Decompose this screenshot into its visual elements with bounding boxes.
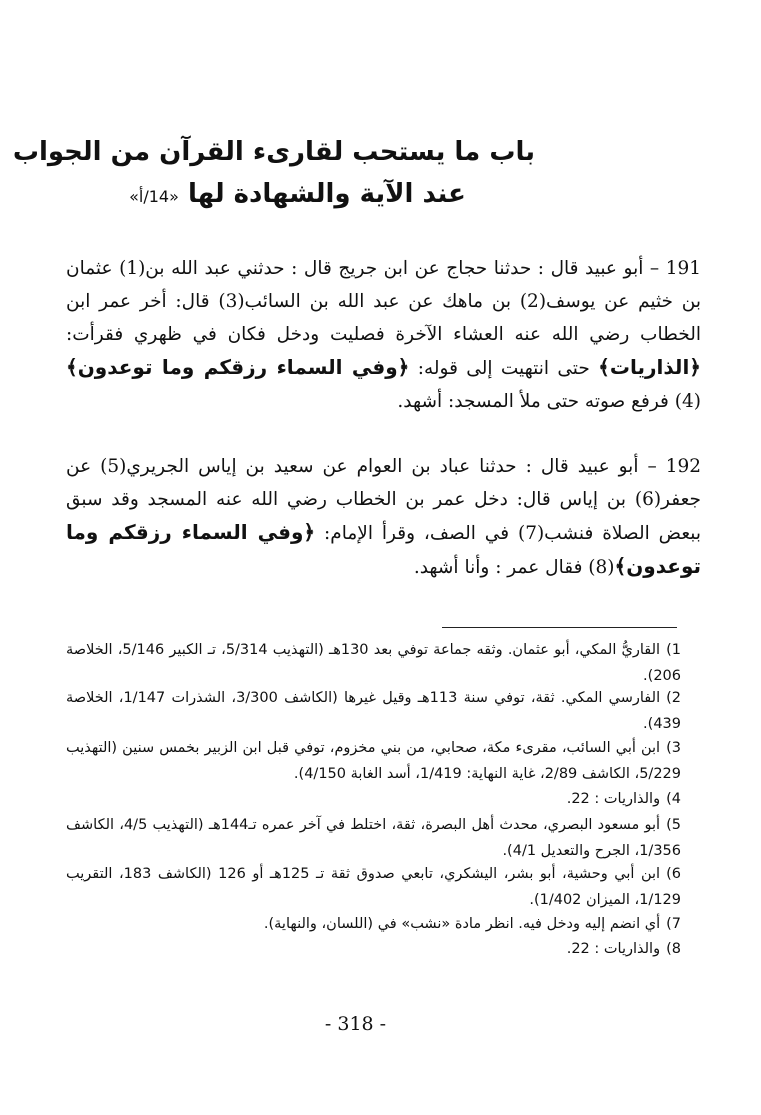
chapter-subtitle-text: عند الآية والشهادة لها: [187, 179, 466, 209]
footnote-text: والذاريات : 22.: [566, 941, 661, 957]
footnote-text: أبو مسعود البصري، محدث أهل البصرة، ثقة، اختلط في آخر عمره تـ144هـ (التهذيب 4/5، الكاشف 1/356، الجرح والتعديل 4/1).: [66, 817, 681, 859]
footnote-5: [66, 812, 681, 864]
quran-quote-verse: ﴿وفي السماء رزقكم وما توعدون﴾: [66, 520, 701, 578]
footnote-7: [66, 911, 681, 937]
footnote-number: 2): [666, 690, 681, 706]
footnote-1: [66, 637, 681, 689]
footnote-3: [66, 735, 681, 787]
footnote-text: ابن أبي وحشية، أبو بشر، اليشكري، تابعي صدوق ثقة تـ 125هـ أو 126 (الكاشف 183، التقريب 1/129، الميزان 1/402).: [66, 866, 681, 908]
page-number: - 318 -: [324, 1013, 387, 1035]
quran-quote-surah-name: ﴿الذاريات﴾: [598, 355, 702, 379]
hadith-192-text-part1: 192 – أبو عبيد قال : حدثنا عباد بن العوام عن سعيد بن إياس الجريري(5) عن جعفر(6) بن إياس قال: دخل عمر بن الخطاب رضي الله عنه المسجد وقد سبق ببعض الصلاة فنشب(7) في الصف، وقرأ الإمام:: [66, 456, 701, 544]
hadith-191-paragraph: [66, 252, 747, 418]
footnote-text: والذاريات : 22.: [566, 791, 661, 807]
footnote-text: ابن أبي السائب، مقرىء مكة، صحابي، من بني مخزوم، توفي قبل ابن الزبير بخمس سنين (التهذيب 5/229، الكاشف 2/89، غاية النهاية: 1/419، أسد الغابة 4/150).: [66, 740, 681, 782]
footnote-number: 4): [666, 791, 681, 807]
hadith-191-text-part2: حتى انتهيت إلى قوله:: [409, 358, 599, 379]
footnote-4: [66, 786, 681, 812]
footnote-number: 5): [666, 817, 681, 833]
footnote-number: 3): [666, 740, 681, 756]
manuscript-folio-tag: «14/أ»: [129, 187, 179, 206]
chapter-subtitle: [60, 176, 535, 215]
footnote-number: 1): [666, 642, 681, 658]
hadith-192-paragraph: [66, 450, 747, 584]
hadith-191-text-part1: 191 – أبو عبيد قال : حدثنا حجاج عن ابن جريج قال : حدثني عبد الله بن(1) عثمان بن خثيم عن يوسف(2) بن ماهك عن عبد الله بن السائب(3) قال: أخر عمر ابن الخطاب رضي الله عنه العشاء الآخرة فصليت ودخل فكان في ظهري فقرأت:: [66, 258, 702, 345]
footnote-number: 6): [666, 866, 681, 882]
footnote-divider: [442, 627, 677, 628]
hadith-192-text-part2: (8) فقال عمر : وأنا أشهد.: [413, 557, 615, 578]
quran-quote-verse: ﴿وفي السماء رزقكم وما توعدون﴾: [66, 355, 410, 379]
footnote-8: [66, 936, 681, 962]
footnote-text: الفارسي المكي. ثقة، توفي سنة 113هـ وقيل غيرها (الكاشف 3/300، الشذرات 1/147، الخلاصة 439).: [66, 690, 681, 732]
hadith-191-text-part3: (4) فرفع صوته حتى ملأ المسجد: أشهد.: [397, 391, 701, 412]
footnote-6: [66, 861, 681, 913]
footnote-number: 8): [666, 941, 681, 957]
footnote-text: أي انضم إليه ودخل فيه. انظر مادة «نشب» في (اللسان، والنهاية).: [263, 916, 661, 932]
footnote-text: القاريُّ المكي، أبو عثمان. وثقه جماعة توفي بعد 130هـ (التهذيب 5/314، تـ الكبير 5/146، الخلاصة 206).: [66, 642, 681, 684]
chapter-title: باب ما يستحب لقارىء القرآن من الجواب: [12, 137, 535, 167]
footnote-2: [66, 685, 681, 737]
footnote-number: 7): [666, 916, 681, 932]
